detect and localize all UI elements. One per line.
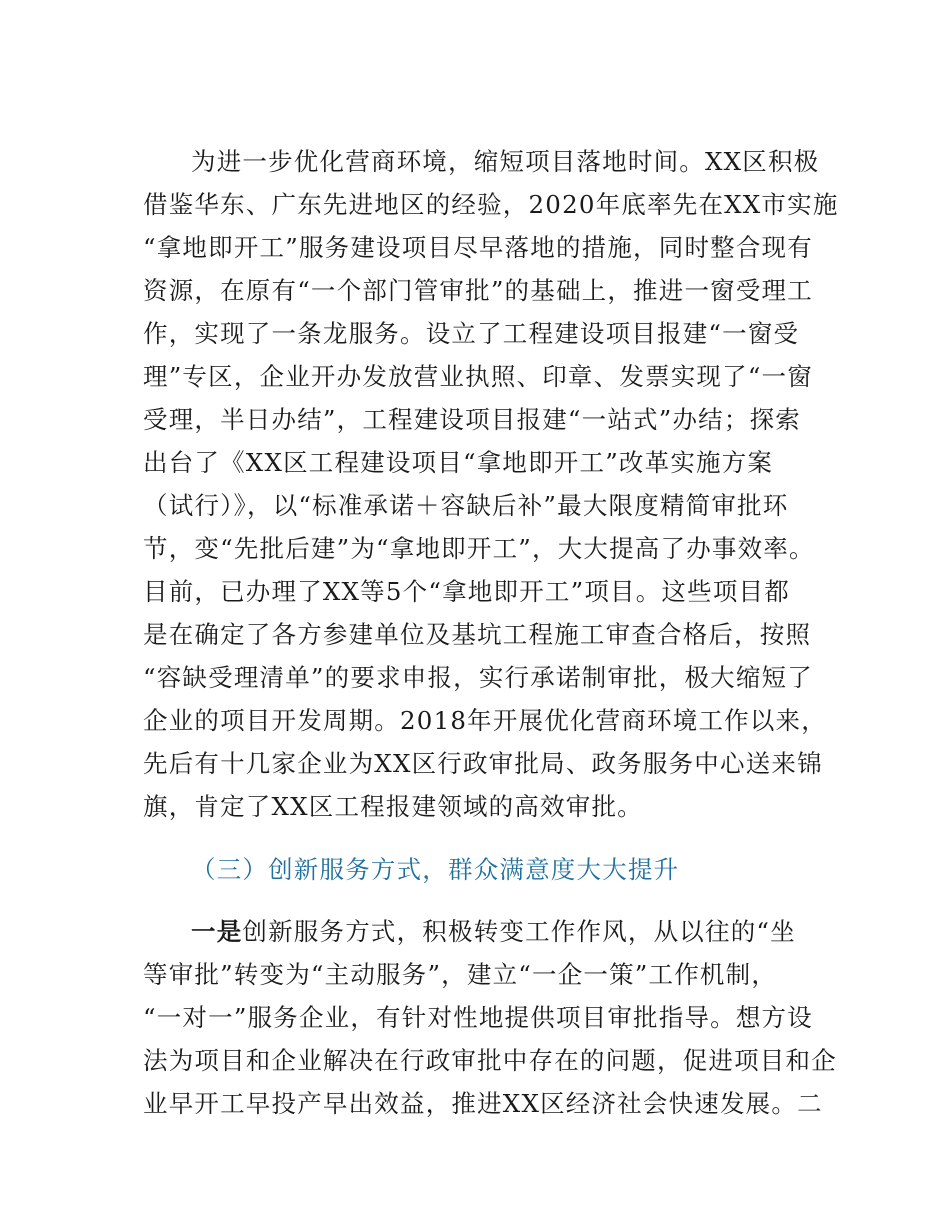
- paragraph-2-line-5: 业早开工早投产早出效益，推进XX区经济社会快速发展。二: [143, 1089, 823, 1118]
- paragraph-1-line-1: 为进一步优化营商环境，缩短项目落地时间。XX区积极: [191, 147, 820, 176]
- paragraph-2-line-1-rest: 创新服务方式，积极转变工作作风，从以往的“坐: [242, 917, 796, 946]
- paragraph-1-line-6: 理”专区，企业开办发放营业执照、印章、发票实现了“一窗: [143, 362, 813, 391]
- paragraph-2-line-3: “一对一”服务企业，有针对性地提供项目审批指导。想方设: [143, 1003, 813, 1032]
- paragraph-1-line-15: 先后有十几家企业为XX区行政审批局、政务服务中心送来锦: [143, 749, 823, 778]
- section-heading: （三）创新服务方式，群众满意度大大提升: [191, 855, 680, 884]
- paragraph-1-line-14: 企业的项目开发周期。2018年开展优化营商环境工作以来，: [143, 706, 827, 735]
- paragraph-1-line-13: “容缺受理清单”的要求申报，实行承诺制审批，极大缩短了: [143, 663, 813, 692]
- paragraph-1-line-5: 作，实现了一条龙服务。设立了工程建设项目报建“一窗受: [143, 319, 800, 348]
- paragraph-2-line-2: 等审批”转变为“主动服务”，建立“一企一策”工作机制，: [143, 960, 778, 989]
- paragraph-1-line-8: 出台了《XX区工程建设项目“拿地即开工”改革实施方案: [143, 448, 774, 477]
- paragraph-2-lead: 一是: [191, 917, 243, 946]
- paragraph-1-line-2: 借鉴华东、广东先进地区的经验，2020年底率先在XX市实施: [143, 190, 839, 219]
- paragraph-2-line-1: [191, 915, 796, 949]
- paragraph-2-line-4: 法为项目和企业解决在行政审批中存在的问题，促进项目和企: [143, 1046, 837, 1075]
- paragraph-1-line-4: 资源，在原有“一个部门管审批”的基础上，推进一窗受理工: [143, 276, 813, 305]
- paragraph-1-line-11: 目前，已办理了XX等5个“拿地即开工”项目。这些项目都: [143, 577, 790, 606]
- paragraph-1-line-7: 受理，半日办结”，工程建设项目报建“一站式”办结；探索: [143, 405, 801, 434]
- paragraph-1-line-12: 是在确定了各方参建单位及基坑工程施工审查合格后，按照: [143, 620, 812, 649]
- paragraph-1-line-9: （试行）》，以“标准承诺＋容缺后补”最大限度精简审批环: [143, 491, 789, 520]
- paragraph-1-line-10: 节，变“先批后建”为“拿地即开工”，大大提高了办事效率。: [143, 534, 815, 563]
- paragraph-1-line-3: “拿地即开工”服务建设项目尽早落地的措施，同时整合现有: [143, 233, 813, 262]
- paragraph-1-line-16: 旗，肯定了XX区工程报建领域的高效审批。: [143, 792, 643, 821]
